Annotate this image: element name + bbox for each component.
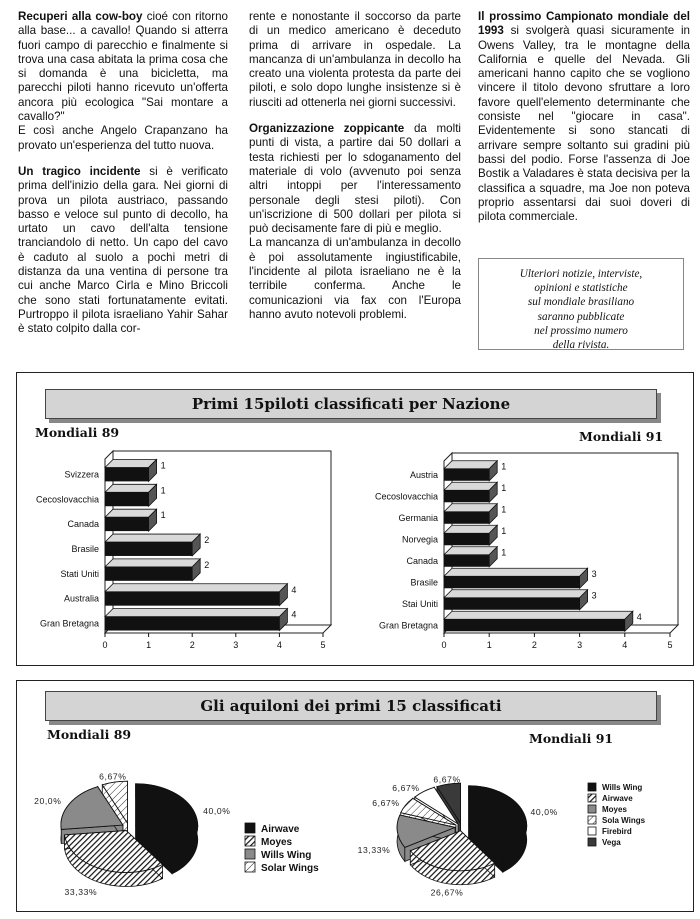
- bar-value-label: 2: [204, 559, 210, 570]
- legend-label: Vega: [602, 838, 621, 847]
- paragraph-continued: rente e nonostante il soccorso da parte di un medico americano è deceduto prima di arrivare in ospedale. La mancanza di un'ambulanza in decollo ha creato una violenta protesta da parte dei piloti, e solo dopo lunghe insistenze si è riusciti ad ottenerla nei giorni successivi.: [249, 10, 461, 109]
- bar-stati-uniti: [105, 567, 192, 581]
- pie-value-label: 40,0%: [203, 806, 231, 817]
- bar-brasile: [444, 576, 580, 588]
- bar-value-label: 1: [160, 485, 166, 496]
- x-tick-label: 5: [320, 640, 326, 650]
- bar-canada: [444, 555, 489, 567]
- paragraph-heading: Un tragico incidente: [18, 164, 141, 178]
- category-label: Stati Uniti: [60, 568, 99, 579]
- paragraph-cowboy: Recuperi alla cow-boy cioé con ritorno alla base... a cavallo! Quando si atterra fuori campo di parecchio e finalmente si trova una casa abitata la prima cosa che si domanda è una bicicletta, ma parecchi piloti hanno ricevuto un'offerta ancora più ecologica "Sai montare a cavallo?" E così anche Angelo Crapanzano ha provato un'esperienza del tutto nuova.: [18, 10, 228, 152]
- x-tick-label: 0: [102, 640, 108, 650]
- legend-swatch: [245, 862, 255, 872]
- legend-swatch: [588, 827, 596, 835]
- pie-value-label: 6,67%: [372, 797, 400, 808]
- bar-svizzera: [105, 467, 149, 481]
- bar-top-face: [444, 525, 497, 533]
- bar-value-label: 2: [204, 535, 210, 546]
- bar-value-label: 3: [591, 569, 597, 580]
- category-label: Svizzera: [64, 469, 99, 480]
- category-label: Cecoslovacchia: [374, 491, 438, 502]
- legend-swatch: [245, 836, 255, 846]
- legend-label: Wills Wing: [602, 783, 643, 792]
- pie-value-label: 6,67%: [392, 782, 420, 793]
- bar-value-label: 4: [291, 609, 297, 620]
- legend-label: Moyes: [261, 837, 293, 848]
- x-tick-label: 4: [276, 640, 282, 650]
- x-tick-label: 1: [486, 640, 492, 650]
- article-column-3: [478, 10, 690, 236]
- bar-austria: [444, 469, 489, 481]
- bar-brasile: [105, 542, 192, 556]
- bar-top-face: [444, 590, 588, 598]
- pie-chart-89: [17, 739, 347, 914]
- legend-label: Moyes: [602, 805, 627, 814]
- bar-gran-bretagna: [105, 617, 279, 631]
- bar-value-label: 1: [501, 483, 507, 494]
- legend-label: Airwave: [261, 824, 300, 835]
- bar-top-face: [105, 609, 287, 617]
- category-label: Germania: [398, 512, 438, 523]
- legend-swatch: [588, 783, 596, 791]
- category-label: Gran Bretagna: [378, 620, 438, 631]
- bar-top-face: [105, 559, 200, 567]
- editorial-note-box: Ulteriori notizie, interviste, opinioni e statistiche sul mondiale brasiliano saranno pubblicate nel prossimo numero della rivista.: [478, 258, 684, 350]
- bar-chart-panel: [16, 372, 694, 666]
- pie-value-label: 6,67%: [433, 774, 461, 785]
- category-label: Canada: [67, 519, 99, 530]
- legend-swatch: [588, 816, 596, 824]
- paragraph-heading: Il prossimo Campionato mondiale del 1993: [478, 10, 690, 38]
- bar-value-label: 1: [501, 461, 507, 472]
- pie-value-label: 13,33%: [357, 845, 391, 856]
- legend-label: Solar Wings: [261, 863, 319, 874]
- legend-swatch: [588, 805, 596, 813]
- paragraph-organizzazione: Organizzazione zoppicante da molti punti di vista, a partire dai 50 dollari a testa richiesti per lo sdoganamento del materiale di volo (avvenuto poi senza altri intoppi per l'interessamento personale degli stesi piloti). Con un'iscrizione di 500 dollari per pilota si può decisamente fare di più e meglio. La mancanza di un'ambulanza in decollo è poi assolutamente ingiustificabile, l'incidente al pilota israeliano ne è la terribile conferma. Anche le comunicazioni via fax con l'Europa hanno avuto notevoli problemi.: [249, 122, 461, 321]
- category-label: Austria: [409, 469, 438, 480]
- pie-value-label: 26,67%: [430, 887, 464, 898]
- bar-value-label: 1: [501, 547, 507, 558]
- pie-value-label: 20,0%: [34, 796, 62, 807]
- legend-label: Airwave: [602, 794, 633, 803]
- bar-top-face: [444, 611, 633, 619]
- bar-cecoslovacchia: [105, 492, 149, 506]
- pie-chart-panel: [16, 680, 694, 912]
- bar-chart-89: [17, 423, 337, 663]
- paragraph-heading: Organizzazione zoppicante: [249, 122, 405, 136]
- category-label: Canada: [406, 555, 438, 566]
- legend-label: Firebird: [602, 827, 632, 836]
- legend-swatch: [588, 838, 596, 846]
- bar-top-face: [105, 584, 287, 592]
- legend-swatch: [245, 823, 255, 833]
- bar-cecoslovacchia: [444, 490, 489, 502]
- x-tick-label: 3: [233, 640, 239, 650]
- bar-value-label: 1: [501, 526, 507, 537]
- paragraph-incidente: Un tragico incidente si è verificato prima dell'inizio della gara. Nei giorni di prova un pilota austriaco, passando basso e veloce sul punto di decollo, ha urtato un cavo dell'alta tensione tranciandolo di netto. Un capo del cavo è caduto al suolo a pochi metri di distanza da una ventina di persone tra cui anche Marco Cirla e Mino Briccoli che sono stati fortunatamente evitati. Purtroppo il pilota israeliano Yahir Sahar è stato colpito dalla cor-: [18, 164, 228, 336]
- bar-value-label: 1: [160, 460, 166, 471]
- category-label: Cecoslovacchia: [35, 494, 99, 505]
- bar-gran-bretagna: [444, 619, 625, 631]
- category-label: Norvegia: [401, 534, 438, 545]
- x-tick-label: 4: [622, 640, 628, 650]
- bar-value-label: 1: [501, 504, 507, 515]
- bar-value-label: 4: [636, 612, 642, 623]
- x-tick-label: 1: [146, 640, 152, 650]
- category-label: Brasile: [71, 544, 99, 554]
- pie-chart-91: [352, 739, 692, 914]
- x-tick-label: 0: [441, 640, 447, 650]
- bar-top-face: [105, 484, 157, 492]
- bar-panel-title: Primi 15piloti classificati per Nazione: [45, 389, 657, 419]
- bar-stai-uniti: [444, 598, 580, 610]
- pie-value-label: 40,0%: [530, 807, 558, 818]
- category-label: Brasile: [410, 577, 438, 588]
- pie-panel-title: Gli aquiloni dei primi 15 classificati: [45, 691, 657, 721]
- x-tick-label: 3: [577, 640, 583, 650]
- article-column-1: [18, 10, 228, 349]
- bar-top-face: [444, 482, 497, 490]
- legend-label: Wills Wing: [261, 850, 312, 861]
- category-label: Gran Bretagna: [39, 618, 99, 629]
- paragraph-campionato: Il prossimo Campionato mondiale del 1993 si svolgerà quasi sicuramente in Owens Valley, tra le montagne della California e quelle del Nevada. Gli americani hanno capito che se vogliono vincere il titolo devono sfruttare a loro favore quell'elemento determinante che consiste nel "giocare in casa". Evidentemente si sono stancati di arrivare sempre soltanto sui gradini più bassi del podio. Forse l'assenza di Joe Bostik a Valadares è stata decisiva per la classifica a squadre, ma Joe non poteva proprio assentarsi dai suoi doveri di pilota commerciale.: [478, 10, 690, 224]
- bar-norvegia: [444, 533, 489, 545]
- bar-top-face: [444, 461, 497, 469]
- x-tick-label: 2: [531, 640, 537, 650]
- bar-left-label: Mondiali 89: [35, 425, 120, 440]
- article-column-2: [249, 10, 461, 334]
- bar-top-face: [105, 509, 157, 517]
- bar-top-face: [444, 504, 497, 512]
- category-label: Stai Uniti: [401, 598, 438, 609]
- bar-top-face: [444, 547, 497, 555]
- bar-value-label: 4: [291, 584, 297, 595]
- pie-right-label: Mondiali 91: [529, 731, 614, 746]
- bar-value-label: 3: [591, 590, 597, 601]
- bar-top-face: [444, 568, 588, 576]
- bar-canada: [105, 517, 149, 531]
- bar-top-face: [105, 534, 200, 542]
- bar-australia: [105, 592, 279, 606]
- legend-swatch: [245, 849, 255, 859]
- bar-top-face: [105, 459, 157, 467]
- bar-value-label: 1: [160, 510, 166, 521]
- pie-value-label: 6,67%: [99, 771, 127, 782]
- pie-value-label: 33,33%: [64, 887, 98, 898]
- pie-left-label: Mondiali 89: [47, 727, 132, 742]
- x-tick-label: 5: [667, 640, 673, 650]
- bar-right-label: Mondiali 91: [579, 429, 664, 444]
- bar-chart-91: [352, 423, 687, 663]
- legend-label: Sola Wings: [602, 816, 646, 825]
- paragraph-heading: Recuperi alla cow-boy: [18, 10, 143, 23]
- x-tick-label: 2: [189, 640, 195, 650]
- legend-swatch: [588, 794, 596, 802]
- bar-germania: [444, 512, 489, 524]
- category-label: Australia: [63, 593, 99, 604]
